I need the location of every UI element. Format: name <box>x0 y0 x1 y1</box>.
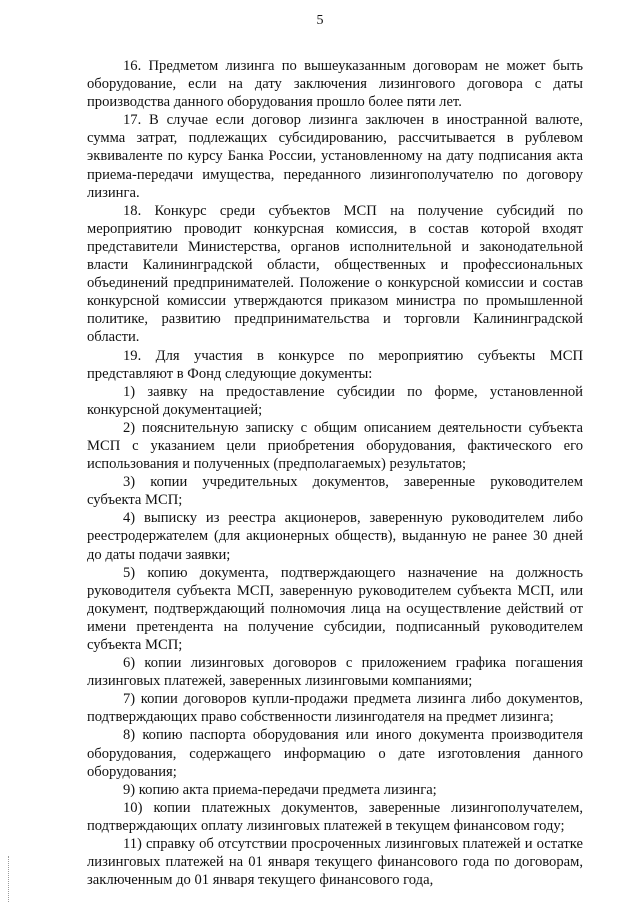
list-item-9: 9) копию акта приема-передачи предмета лизинга; <box>123 781 437 798</box>
list-item-7: 7) копии договоров купли-продажи предмета лизинга либо документов, подтверждающих право собственности лизингодателя на предмет лизинга; <box>87 691 583 726</box>
page-number: 5 <box>316 13 324 28</box>
paragraph-18: 18. Конкурс среди субъектов МСП на получение субсидий по мероприятию проводит конкурсная комиссия, в состав которой входят представители Министерства, органов исполнительной и законодательной власти Калининградской области, общественных и профессиональных объединений предпринимателей. Положение о конкурсной комиссии и состав конкурсной комиссии утверждаются приказом министра по промышленной политике, развитию предпринимательства и торговли Калининградской области. <box>87 202 583 346</box>
list-item-11: 11) справку об отсутствии просроченных лизинговых платежей и остатке лизинговых платежей на 01 января текущего финансового года по договорам, заключенным до 01 января текущего финансового года, <box>87 836 583 889</box>
list-item-1: 1) заявку на предоставление субсидии по форме, установленной конкурсной документацией; <box>87 383 583 418</box>
list-item-3: 3) копии учредительных документов, заверенные руководителем субъекта МСП; <box>87 474 583 509</box>
document-body <box>87 57 583 889</box>
paragraph-17: 17. В случае если договор лизинга заключен в иностранной валюте, сумма затрат, подлежащих субсидированию, рассчитывается в рублевом эквиваленте по курсу Банка России, установленному на дату подписания акта приема-передачи имущества, переданного лизингополучателю по договору лизинга. <box>87 112 583 201</box>
list-item-5: 5) копию документа, подтверждающего назначение на должность руководителя субъекта МСП, заверенную руководителем субъекта МСП, или документ, подтверждающий полномочия лица на осуществление действий от имени претендента на получение субсидии, подписанный руководителем субъекта МСП; <box>87 564 583 653</box>
list-item-2: 2) пояснительную записку с общим описанием деятельности субъекта МСП с указанием цели приобретения оборудования, фактического его использования и полученных (предполагаемых) результатов; <box>87 419 583 473</box>
list-item-4: 4) выписку из реестра акционеров, заверенную руководителем либо реестродержателем (для акционерных обществ), выданную не ранее 30 дней до даты подачи заявки; <box>87 510 583 563</box>
scan-margin-mark <box>8 856 10 902</box>
paragraph-16: 16. Предметом лизинга по вышеуказанным договорам не может быть оборудование, если на дату заключения лизингового договора с даты производства данного оборудования прошло более пяти лет. <box>87 58 583 111</box>
paragraph-19: 19. Для участия в конкурсе по мероприятию субъекты МСП представляют в Фонд следующие документы: <box>87 347 583 382</box>
list-item-6: 6) копии лизинговых договоров с приложением графика погашения лизинговых платежей, заверенных лизинговыми компаниями; <box>87 655 583 690</box>
list-item-10: 10) копии платежных документов, заверенные лизингополучателем, подтверждающих оплату лизинговых платежей в текущем финансовом году; <box>87 799 583 834</box>
list-item-8: 8) копию паспорта оборудования или иного документа производителя оборудования, содержащего информацию о дате изготовления данного оборудования; <box>87 727 583 780</box>
